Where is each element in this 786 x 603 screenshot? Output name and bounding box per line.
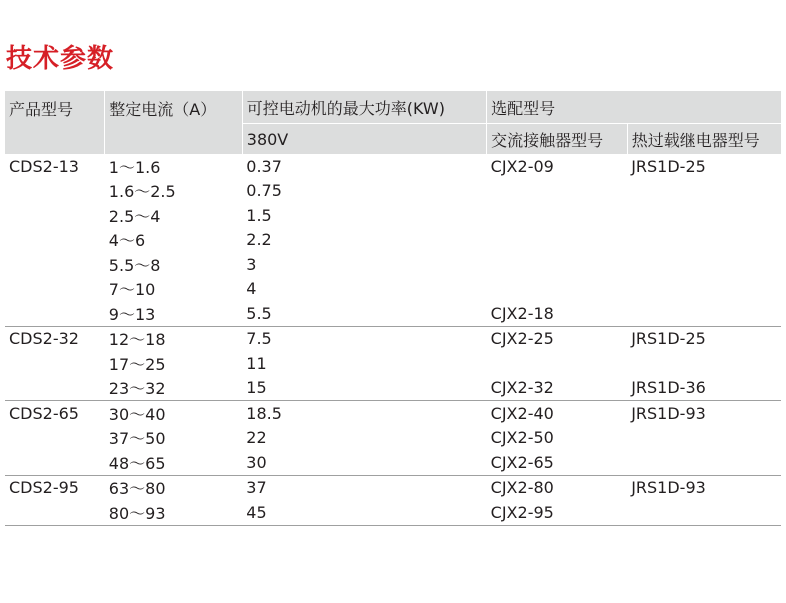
cell-relay xyxy=(627,179,781,204)
cell-relay xyxy=(627,351,781,376)
cell-relay: JRS1D-25 xyxy=(631,329,706,349)
cell-power: 5.5 xyxy=(242,301,486,326)
cell-model xyxy=(5,228,105,253)
cell-relay xyxy=(627,203,781,228)
cell-relay xyxy=(627,450,781,475)
cell-power: 0.75 xyxy=(246,181,282,201)
header-relay: 热过载继电器型号 xyxy=(627,124,781,155)
cell-relay xyxy=(627,228,781,253)
cell-power: 4 xyxy=(246,279,257,299)
cell-model xyxy=(5,351,105,376)
cell-current: 4～6 xyxy=(108,231,146,251)
cell-power: 0.37 xyxy=(246,156,282,176)
cell-model: CDS2-95 xyxy=(9,478,79,498)
page-title: 技术参数 xyxy=(6,44,115,74)
cell-power: 11 xyxy=(246,353,267,373)
cell-power: 22 xyxy=(246,428,267,448)
cell-model xyxy=(5,252,105,277)
cell-power: 15 xyxy=(242,376,486,401)
cell-model: CDS2-32 xyxy=(9,329,79,349)
table-row xyxy=(5,500,781,525)
cell-contactor: CJX2-32 xyxy=(487,376,628,401)
header-power: 可控电动机的最大功率(KW) xyxy=(242,91,486,124)
table-row xyxy=(5,277,781,302)
cell-contactor xyxy=(487,277,628,302)
cell-model: CDS2-13 xyxy=(9,156,79,176)
cell-power: 3 xyxy=(246,254,257,274)
cell-contactor xyxy=(487,179,628,204)
cell-relay xyxy=(627,426,781,451)
cell-model: CDS2-65 xyxy=(9,403,79,423)
cell-contactor: CJX2-25 xyxy=(490,329,554,349)
cell-current: 23～32 xyxy=(105,376,242,401)
cell-contactor: CJX2-50 xyxy=(490,428,554,448)
cell-power: 1.5 xyxy=(246,205,272,225)
cell-contactor: CJX2-18 xyxy=(487,301,628,326)
cell-contactor xyxy=(487,228,628,253)
table-row xyxy=(5,301,781,326)
cell-current: 37～50 xyxy=(108,429,166,449)
cell-model xyxy=(5,277,105,302)
table-row xyxy=(5,228,781,253)
cell-contactor: CJX2-09 xyxy=(490,156,554,176)
table-row xyxy=(5,450,781,475)
cell-current: 2.5～4 xyxy=(108,206,161,226)
cell-model xyxy=(5,500,105,525)
header-select: 选配型号 xyxy=(487,91,781,124)
cell-relay: JRS1D-93 xyxy=(631,478,706,498)
cell-power: 7.5 xyxy=(246,329,272,349)
cell-contactor: CJX2-95 xyxy=(487,500,628,525)
cell-model xyxy=(5,179,105,204)
cell-power: 45 xyxy=(242,500,486,525)
cell-contactor: CJX2-40 xyxy=(490,403,554,423)
cell-relay: JRS1D-36 xyxy=(627,376,781,401)
cell-power: 18.5 xyxy=(246,403,282,423)
table-row xyxy=(5,351,781,376)
table-row xyxy=(5,179,781,204)
cell-current: 7～10 xyxy=(108,280,156,300)
cell-model xyxy=(5,301,105,326)
cell-current: 9～13 xyxy=(105,301,242,326)
cell-relay xyxy=(627,252,781,277)
cell-relay xyxy=(627,301,781,326)
cell-model xyxy=(5,450,105,475)
cell-power: 37 xyxy=(246,478,267,498)
cell-current: 30～40 xyxy=(108,404,166,424)
cell-contactor xyxy=(487,252,628,277)
cell-contactor xyxy=(487,351,628,376)
cell-current: 12～18 xyxy=(108,330,166,350)
table-row xyxy=(5,401,781,426)
cell-model xyxy=(5,376,105,401)
cell-relay: JRS1D-93 xyxy=(631,403,706,423)
cell-contactor xyxy=(487,203,628,228)
cell-relay xyxy=(627,500,781,525)
cell-current: 1.6～2.5 xyxy=(108,182,176,202)
table-row xyxy=(5,203,781,228)
header-model: 产品型号 xyxy=(5,91,105,154)
cell-relay: JRS1D-25 xyxy=(631,156,706,176)
table-row xyxy=(5,426,781,451)
table-row xyxy=(5,475,781,500)
cell-current: 5.5～8 xyxy=(108,255,161,275)
cell-power: 2.2 xyxy=(246,230,272,250)
table-row xyxy=(5,376,781,401)
cell-relay xyxy=(627,277,781,302)
table-row xyxy=(5,252,781,277)
cell-contactor: CJX2-65 xyxy=(487,450,628,475)
cell-current: 17～25 xyxy=(108,354,166,374)
cell-model xyxy=(5,426,105,451)
spec-table xyxy=(5,91,781,526)
cell-current: 48～65 xyxy=(105,450,242,475)
table-row xyxy=(5,326,781,351)
header-power-voltage: 380V xyxy=(242,124,486,155)
table-row xyxy=(5,154,781,179)
cell-current: 63～80 xyxy=(108,479,166,499)
cell-current: 1～1.6 xyxy=(108,157,161,177)
cell-current: 80～93 xyxy=(105,500,242,525)
header-current: 整定电流（A） xyxy=(105,91,242,154)
cell-model xyxy=(5,203,105,228)
cell-power: 30 xyxy=(242,450,486,475)
header-contactor: 交流接触器型号 xyxy=(487,124,628,155)
cell-contactor: CJX2-80 xyxy=(490,478,554,498)
